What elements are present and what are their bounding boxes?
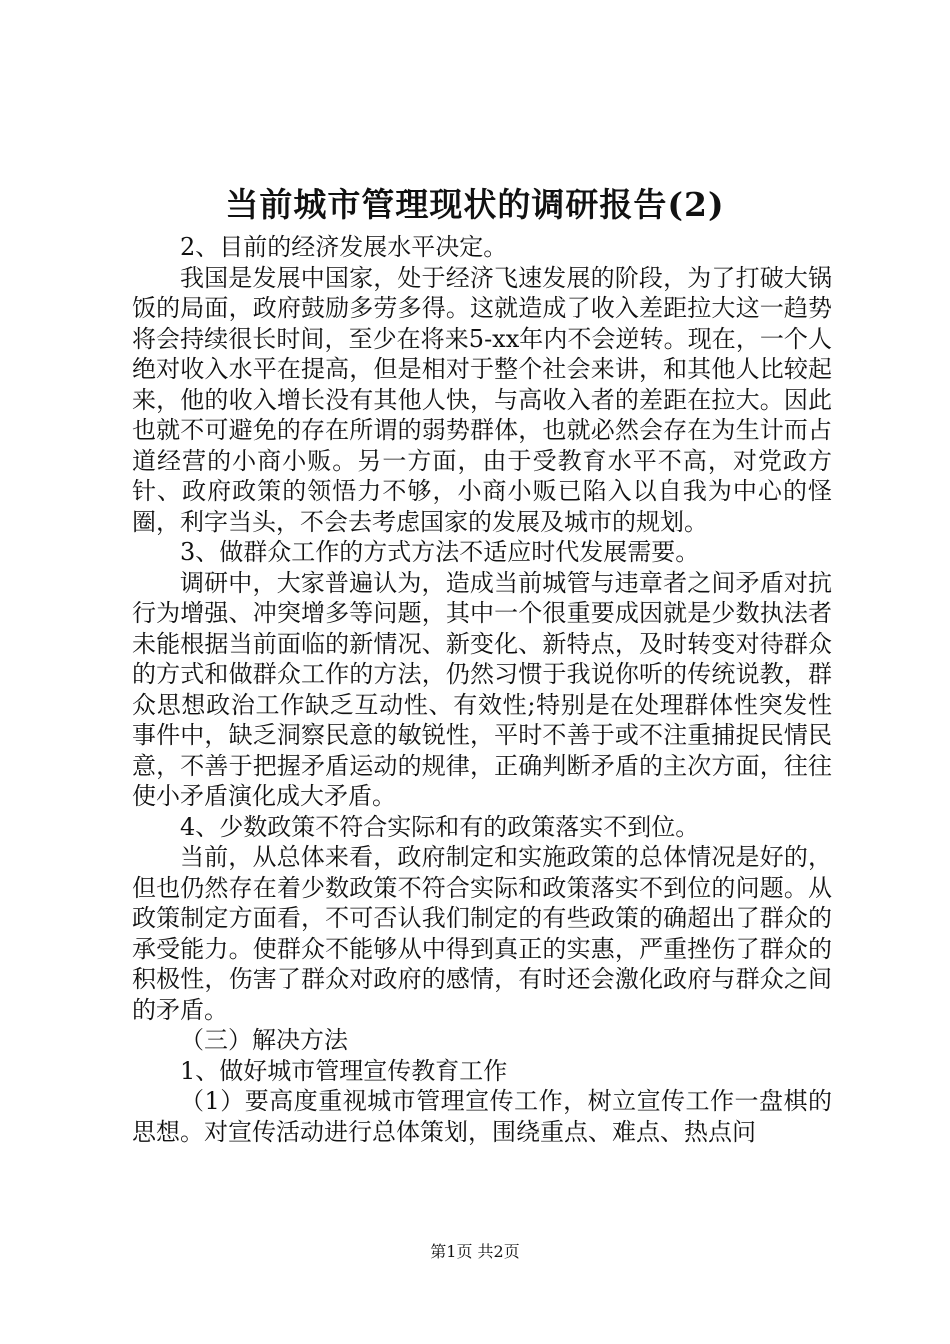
paragraph-1: 2、目前的经济发展水平决定。 <box>180 233 508 261</box>
paragraph-3: 3、做群众工作的方式方法不适应时代发展需要。 <box>180 538 700 566</box>
page-footer: 第1页 共2页 <box>430 1242 520 1261</box>
paragraph-7: （三）解决方法 <box>180 1026 348 1054</box>
paragraph-5: 4、少数政策不符合实际和有的政策落实不到位。 <box>180 812 700 841</box>
document-body <box>132 232 832 1147</box>
paragraph-9: （1）要高度重视城市管理宣传工作，树立宣传工作一盘棋的思想。对宣传活动进行总体策划，围绕重点、难点、热点问 <box>132 1087 832 1146</box>
paragraph-8: 1、做好城市管理宣传教育工作 <box>180 1056 508 1085</box>
paragraph-4: 调研中，大家普遍认为，造成当前城管与违章者之间矛盾对抗行为增强、冲突增多等问题，其中一个很重要成因就是少数执法者未能根据当前面临的新情况、新变化、新特点，及时转变对待群众的方式和做群众工作的方法，仍然习惯于我说你听的传统说教，群众思想政治工作缺乏互动性、有效性;特别是在处理群体性突发性事件中，缺乏洞察民意的敏锐性，平时不善于或不注重捕捉民情民意，不善于把握矛盾运动的规律，正确判断矛盾的主次方面，往往使小矛盾演化成大矛盾。 <box>132 568 832 810</box>
paragraph-2: 我国是发展中国家，处于经济飞速发展的阶段，为了打破大锅饭的局面，政府鼓励多劳多得。这就造成了收入差距拉大这一趋势将会持续很长时间，至少在将来5-xx年内不会逆转。现在，一个人绝对收入水平在提高，但是相对于整个社会来讲，和其他人比较起来，他的收入增长没有其他人快，与高收入者的差距在拉大。因此也就不可避免的存在所谓的弱势群体，也就必然会存在为生计而占道经营的小商小贩。另一方面，由于受教育水平不高，对党政方针、政府政策的领悟力不够，小商小贩已陷入以自我为中心的怪圈，利字当头，不会去考虑国家的发展及城市的规划。 <box>132 263 832 536</box>
document-title: 当前城市管理现状的调研报告(2) <box>225 185 725 224</box>
paragraph-6: 当前，从总体来看，政府制定和实施政策的总体情况是好的，但也仍然存在着少数政策不符合实际和政策落实不到位的问题。从政策制定方面看，不可否认我们制定的有些政策的确超出了群众的承受能力。使群众不能够从中得到真正的实惠，严重挫伤了群众的积极性，伤害了群众对政府的感情，有时还会激化政府与群众之间的矛盾。 <box>132 843 832 1024</box>
